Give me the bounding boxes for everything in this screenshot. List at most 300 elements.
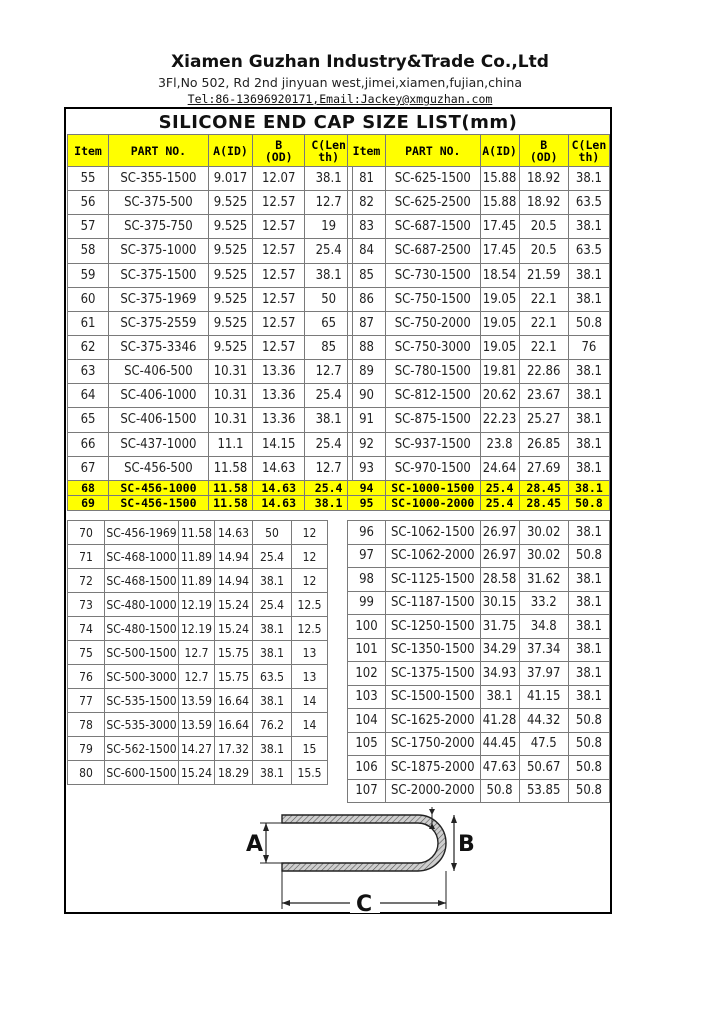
item-cell: 105 [348,732,386,756]
table-row [348,521,610,545]
left-upper-rows [68,167,353,481]
item-cell: 98 [348,568,386,592]
b-cell: 34.8 [519,615,568,639]
b-cell: 20.5 [519,215,568,239]
a-cell: 9.525 [208,215,252,239]
c-cell: 38.1 [253,689,292,713]
part-cell: SC-375-2559 [109,311,209,335]
table-row [68,432,353,456]
item-cell: 97 [348,544,386,568]
right-upper-rows [348,167,610,481]
b-cell: 53.85 [519,779,568,803]
col-c-top: C(Len [571,137,607,152]
part-cell: SC-406-1000 [109,384,209,408]
part-cell: SC-456-1500 [109,495,209,510]
c-cell: 38.1 [253,761,292,785]
a-cell: 23.8 [480,432,519,456]
c-cell: 50.8 [568,756,609,780]
table-row [348,709,610,733]
c-label: C [356,892,373,917]
c-cell: 85 [305,335,353,359]
item-cell: 71 [68,545,105,569]
part-cell: SC-480-1000 [105,593,179,617]
b-cell: 14.63 [253,456,305,480]
a-cell: 17.45 [480,215,519,239]
a-cell: 34.29 [480,638,519,662]
a-cell: 34.93 [480,662,519,686]
c-cell: 50.8 [568,544,609,568]
table-row [68,713,328,737]
item-cell: 74 [68,617,105,641]
a-cell: 25.4 [480,495,519,510]
part-cell: SC-375-1500 [109,263,209,287]
left-lower-rows [68,521,328,785]
item-cell: 78 [68,713,105,737]
table-row [348,591,610,615]
c-cell: 50.8 [568,779,609,803]
c-cell: 38.1 [305,263,353,287]
a-cell: 11.1 [208,432,252,456]
part-cell: SC-812-1500 [386,384,481,408]
table-row [348,615,610,639]
col-part-header: PART NO. [109,135,209,167]
table-row [348,384,610,408]
b-cell: 14.94 [215,545,253,569]
b-cell: 14.94 [215,569,253,593]
item-cell: 59 [68,263,109,287]
part-cell: SC-480-1500 [105,617,179,641]
b-cell: 12.57 [253,263,305,287]
table-row [68,545,328,569]
item-cell: 61 [68,311,109,335]
a-cell: 13.59 [179,713,215,737]
part-cell: SC-468-1500 [105,569,179,593]
a-cell: 22.23 [480,408,519,432]
item-cell: 91 [348,408,386,432]
col-b-top: B [275,137,283,152]
size-list-frame [64,107,612,917]
extra-cell: 15.5 [292,761,328,785]
table-row [348,779,610,803]
item-cell: 92 [348,432,386,456]
part-cell: SC-562-1500 [105,737,179,761]
item-cell: 75 [68,641,105,665]
c-cell: 38.1 [253,641,292,665]
part-cell: SC-456-500 [109,456,209,480]
item-cell: 70 [68,521,105,545]
col-b-header [519,135,568,167]
item-cell: 102 [348,662,386,686]
a-cell: 19.05 [480,287,519,311]
a-cell: 12.7 [179,665,215,689]
c-cell: 50.8 [568,495,609,510]
part-cell: SC-1000-1500 [386,480,481,495]
item-cell: 63 [68,360,109,384]
item-cell: 64 [68,384,109,408]
a-cell: 30.15 [480,591,519,615]
part-cell: SC-437-1000 [109,432,209,456]
a-cell: 31.75 [480,615,519,639]
item-cell: 58 [68,239,109,263]
b-cell: 16.64 [215,713,253,737]
highlight-row [68,495,353,510]
c-cell: 63.5 [253,665,292,689]
item-cell: 66 [68,432,109,456]
item-cell: 68 [68,480,109,495]
a-cell: 9.525 [208,263,252,287]
c-cell: 38.1 [568,360,609,384]
b-cell: 14.15 [253,432,305,456]
a-cell: 26.97 [480,544,519,568]
a-cell: 13.59 [179,689,215,713]
part-cell: SC-1250-1500 [386,615,481,639]
extra-cell: 14 [292,689,328,713]
item-cell: 89 [348,360,386,384]
a-cell: 19.05 [480,311,519,335]
size-list-title: SILICONE END CAP SIZE LIST(mm) [158,112,518,133]
a-cell: 17.45 [480,239,519,263]
c-cell: 12.7 [305,456,353,480]
b-cell: 12.57 [253,239,305,263]
a-cell: 19.05 [480,335,519,359]
part-cell: SC-625-2500 [386,191,481,215]
table-row [348,191,610,215]
table-row [348,568,610,592]
part-cell: SC-355-1500 [109,167,209,191]
left-highlight-rows [68,480,353,510]
b-cell: 12.07 [253,167,305,191]
col-c-header [568,135,609,167]
c-cell: 38.1 [568,521,609,545]
a-cell: 10.31 [208,384,252,408]
part-cell: SC-1350-1500 [386,638,481,662]
c-cell: 50 [305,287,353,311]
item-cell: 69 [68,495,109,510]
table-row [68,263,353,287]
item-cell: 95 [348,495,386,510]
a-cell: 50.8 [480,779,519,803]
c-cell: 38.1 [568,685,609,709]
part-cell: SC-406-1500 [109,408,209,432]
c-cell: 38.1 [568,615,609,639]
part-cell: SC-1875-2000 [386,756,481,780]
a-cell: 9.525 [208,311,252,335]
a-cell: 10.31 [208,360,252,384]
item-cell: 77 [68,689,105,713]
b-cell: 12.57 [253,311,305,335]
extra-cell: 12.5 [292,617,328,641]
col-b-top: B [540,137,548,152]
table-row [348,456,610,480]
table-row [68,665,328,689]
part-cell: SC-1187-1500 [386,591,481,615]
highlight-row [68,480,353,495]
a-cell: 15.24 [179,761,215,785]
part-cell: SC-1500-1500 [386,685,481,709]
part-cell: SC-456-1000 [109,480,209,495]
col-c-header [305,135,353,167]
item-cell: 104 [348,709,386,733]
a-cell: 11.58 [208,480,252,495]
c-cell: 12.7 [305,191,353,215]
extra-cell: 12 [292,521,328,545]
col-c-top: C(Len [311,137,346,152]
item-cell: 87 [348,311,386,335]
table-row [68,335,353,359]
col-a-header: A(ID) [480,135,519,167]
table-row [348,544,610,568]
item-cell: 99 [348,591,386,615]
b-cell: 17.32 [215,737,253,761]
c-cell: 38.1 [568,287,609,311]
part-cell: SC-1625-2000 [386,709,481,733]
b-cell: 12.57 [253,215,305,239]
col-a-header: A(ID) [208,135,252,167]
b-cell: 13.36 [253,384,305,408]
table-row [348,432,610,456]
part-cell: SC-375-500 [109,191,209,215]
a-cell: 10.31 [208,408,252,432]
company-contact: Tel:86-13696920171,Email:Jackey@xmguzhan.com [187,92,493,106]
part-cell: SC-687-2500 [386,239,481,263]
b-cell: 12.57 [253,191,305,215]
extra-cell: 14 [292,713,328,737]
b-cell: 20.5 [519,239,568,263]
part-cell: SC-500-1500 [105,641,179,665]
item-cell: 94 [348,480,386,495]
a-cell: 9.017 [208,167,252,191]
item-cell: 60 [68,287,109,311]
col-part-header: PART NO. [386,135,481,167]
extra-cell: 13 [292,665,328,689]
part-cell: SC-750-3000 [386,335,481,359]
highlight-row [348,480,610,495]
table-row [68,641,328,665]
a-label: A [246,832,264,857]
item-cell: 73 [68,593,105,617]
a-cell: 11.58 [179,521,215,545]
item-cell: 65 [68,408,109,432]
part-cell: SC-1375-1500 [386,662,481,686]
part-cell: SC-1750-2000 [386,732,481,756]
b-cell: 18.92 [519,167,568,191]
c-cell: 25.4 [305,239,353,263]
part-cell: SC-625-1500 [386,167,481,191]
c-cell: 38.1 [568,591,609,615]
c-cell: 63.5 [568,239,609,263]
item-cell: 107 [348,779,386,803]
b-cell: 15.75 [215,641,253,665]
right-highlight-rows [348,480,610,510]
left-size-table [67,134,353,511]
item-cell: 56 [68,191,109,215]
c-cell: 50.8 [568,732,609,756]
table-row [348,732,610,756]
item-cell: 81 [348,167,386,191]
table-row [348,311,610,335]
item-cell: 106 [348,756,386,780]
item-cell: 62 [68,335,109,359]
col-c-bottom: th) [318,149,340,164]
b-cell: 15.24 [215,593,253,617]
right-size-table [347,134,610,511]
a-cell: 11.89 [179,569,215,593]
extra-cell: 12 [292,545,328,569]
b-cell: 12.57 [253,335,305,359]
b-cell: 21.59 [519,263,568,287]
c-cell: 12.7 [305,360,353,384]
c-cell: 38.1 [253,569,292,593]
a-cell: 18.54 [480,263,519,287]
extra-cell: 13 [292,641,328,665]
company-name: Xiamen Guzhan Industry&Trade Co.,Ltd [171,52,549,72]
b-cell: 30.02 [519,521,568,545]
col-b-header [253,135,305,167]
c-cell: 50 [253,521,292,545]
item-cell: 86 [348,287,386,311]
part-cell: SC-535-1500 [105,689,179,713]
a-cell: 15.88 [480,191,519,215]
table-row [68,287,353,311]
item-cell: 57 [68,215,109,239]
col-b-bottom: (OD) [529,149,558,164]
part-cell: SC-375-3346 [109,335,209,359]
c-cell: 25.4 [305,384,353,408]
part-cell: SC-970-1500 [386,456,481,480]
part-cell: SC-937-1500 [386,432,481,456]
highlight-row [348,495,610,510]
table-row [68,167,353,191]
b-cell: 22.1 [519,311,568,335]
item-cell: 79 [68,737,105,761]
a-cell: 47.63 [480,756,519,780]
b-cell: 25.27 [519,408,568,432]
b-cell: 30.02 [519,544,568,568]
c-cell: 38.1 [568,480,609,495]
col-item-header: Item [68,135,109,167]
c-cell: 38.1 [568,568,609,592]
item-cell: 90 [348,384,386,408]
b-cell: 27.69 [519,456,568,480]
item-cell: 96 [348,521,386,545]
item-cell: 93 [348,456,386,480]
right-lower-table [347,520,610,803]
a-cell: 41.28 [480,709,519,733]
a-cell: 28.58 [480,568,519,592]
c-cell: 38.1 [568,638,609,662]
c-cell: 38.1 [568,408,609,432]
col-item-header: Item [348,135,386,167]
c-cell: 38.1 [568,662,609,686]
part-cell: SC-406-500 [109,360,209,384]
extra-cell: 15 [292,737,328,761]
part-cell: SC-375-750 [109,215,209,239]
a-cell: 24.64 [480,456,519,480]
a-cell: 9.525 [208,335,252,359]
part-cell: SC-730-1500 [386,263,481,287]
part-cell: SC-687-1500 [386,215,481,239]
table-row [68,737,328,761]
item-cell: 67 [68,456,109,480]
table-row [68,215,353,239]
a-cell: 12.19 [179,617,215,641]
c-cell: 38.1 [568,215,609,239]
item-cell: 103 [348,685,386,709]
b-cell: 13.36 [253,360,305,384]
item-cell: 100 [348,615,386,639]
b-cell: 47.5 [519,732,568,756]
a-cell: 11.89 [179,545,215,569]
b-cell: 22.86 [519,360,568,384]
item-cell: 85 [348,263,386,287]
b-cell: 33.2 [519,591,568,615]
right-lower-rows [348,521,610,803]
item-cell: 101 [348,638,386,662]
part-cell: SC-500-3000 [105,665,179,689]
extra-cell: 12 [292,569,328,593]
c-cell: 38.1 [568,263,609,287]
table-row [68,593,328,617]
item-cell: 83 [348,215,386,239]
part-cell: SC-1125-1500 [386,568,481,592]
c-cell: 38.1 [568,432,609,456]
a-cell: 25.4 [480,480,519,495]
a-cell: 9.525 [208,287,252,311]
b-cell: 28.45 [519,495,568,510]
a-cell: 44.45 [480,732,519,756]
part-cell: SC-750-2000 [386,311,481,335]
b-cell: 44.32 [519,709,568,733]
item-cell: 82 [348,191,386,215]
table-row [348,685,610,709]
part-cell: SC-600-1500 [105,761,179,785]
a-cell: 11.58 [208,456,252,480]
c-cell: 76 [568,335,609,359]
table-row [348,239,610,263]
b-cell: 22.1 [519,335,568,359]
part-cell: SC-780-1500 [386,360,481,384]
b-cell: 41.15 [519,685,568,709]
a-cell: 9.525 [208,191,252,215]
part-cell: SC-1062-2000 [386,544,481,568]
b-cell: 22.1 [519,287,568,311]
c-cell: 25.4 [305,432,353,456]
a-cell: 11.58 [208,495,252,510]
a-cell: 12.19 [179,593,215,617]
b-cell: 16.64 [215,689,253,713]
a-cell: 38.1 [480,685,519,709]
c-cell: 38.1 [305,167,353,191]
table-row [68,521,328,545]
b-cell: 18.92 [519,191,568,215]
table-row [68,311,353,335]
table-row [68,191,353,215]
b-cell: 50.67 [519,756,568,780]
a-cell: 9.525 [208,239,252,263]
table-row [348,263,610,287]
part-cell: SC-875-1500 [386,408,481,432]
a-cell: 19.81 [480,360,519,384]
table-row [348,408,610,432]
table-row [348,662,610,686]
c-cell: 38.1 [253,617,292,641]
c-cell: 38.1 [568,167,609,191]
b-cell: 23.67 [519,384,568,408]
c-cell: 38.1 [305,495,353,510]
part-cell: SC-750-1500 [386,287,481,311]
b-cell: 37.97 [519,662,568,686]
cap-wall [282,815,446,871]
